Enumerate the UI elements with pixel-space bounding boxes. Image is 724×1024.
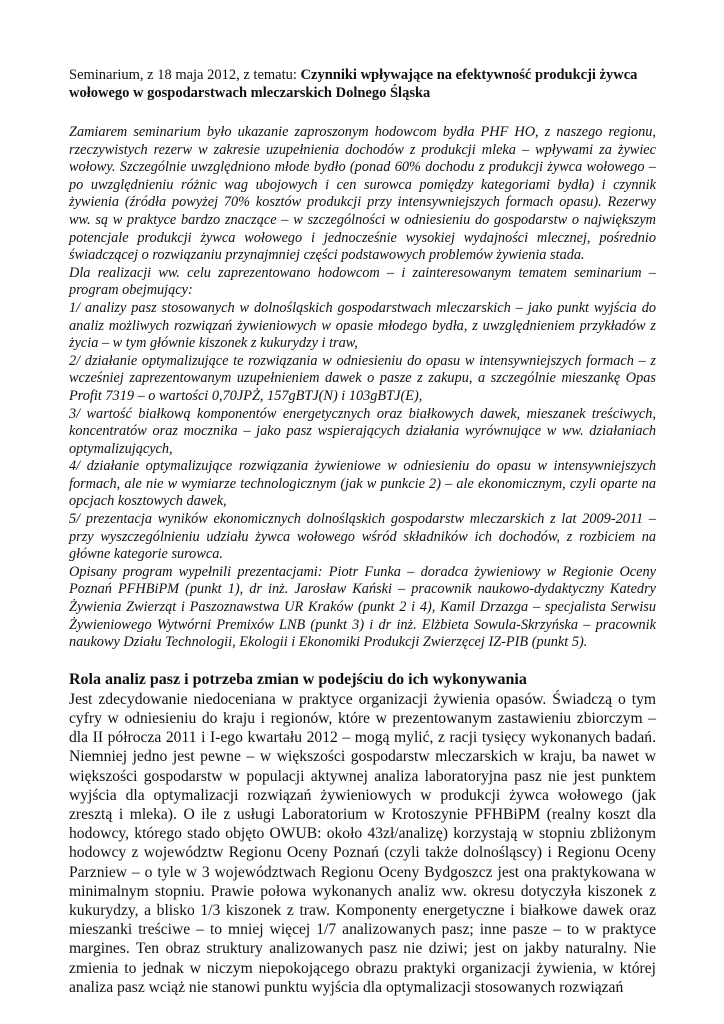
seminar-summary (69, 124, 656, 652)
summary-paragraph-presenters: Opisany program wypełnili prezentacjami: Piotr Funka – doradca żywieniowy w Regionie Oceny Poznań PFHBiPM (punkt 1), dr inż. Jarosław Kański – pracownik naukowo-dydaktyczny Katedry Żywienia Zwierząt i Paszoznawstwa UR Kraków (punkt 2 i 4), Kamil Drzazga – specjalista Serwisu Żywieniowego Wytwórni Premixów LNB (punkt 3) i dr inż. Elżbieta Sowula-Skrzyńska – pracownik naukowy Działu Technologii, Ekologii i Ekonomiki Produkcji Zwierzęcej IZ-PIB (punkt 5). (69, 563, 656, 651)
program-item-5: 5/ prezentacja wyników ekonomicznych dolnośląskich gospodarstw mleczarskich z lat 2009-2011 – przy wyszczególnieniu udziału żywca wołowego wśród składników ich dochodów, z rozbiciem na główne kategorie surowca. (69, 511, 656, 563)
program-item-3: 3/ wartość białkową komponentów energetycznych oraz białkowych dawek, mieszanek treściwych, koncentratów oraz mocznika – jako pasz wspierających działania wyrównujące w ww. działaniach optymalizujących, (69, 405, 656, 457)
summary-paragraph-program: Dla realizacji ww. celu zaprezentowano hodowcom – i zainteresowanym tematem seminarium – program obejmujący: (69, 264, 656, 299)
program-item-4: 4/ działanie optymalizujące rozwiązania żywieniowe w odniesieniu do opasu w intensywniejszych formach, ale nie w wymiarze technologicznym (jak w punkcie 2) – ale ekonomicznym, czyli oparte na opcjach kosztowych dawek, (69, 458, 656, 510)
section-body: Jest zdecydowanie niedoceniana w praktyce organizacji żywienia opasów. Świadczą o tym cyfry w odniesieniu do kraju i regionów, które w prezentowanym zastawieniu zbiorczym – dla II półrocza 2011 i I-ego kwartału 2012 – mogą mylić, z racji tysięcy wykonanych badań. Niemniej jedno jest pewne – w większości gospodarstw mleczarskich w kraju, ba nawet w większości gospodarstw w populacji aktywnej analiza laboratoryjna pasz nie jest punktem wyjścia dla optymalizacji rozwiązań żywieniowych w produkcji żywca wołowego (jak zresztą i mleka). O ile z usługi Laboratorium w Krotoszynie PFHBiPM (realny koszt dla hodowcy, którego stado objęto OWUB: około 43zł/analizę) korzystają w stopniu zbliżonym hodowcy z województw Regionu Oceny Poznań (czyli także dolnośląscy) i Regionu Oceny Parzniew – o tyle w 3 województwach Regionu Oceny Bydgoszcz jest ona praktykowana w minimalnym stopniu. Prawie połowa wykonanych analiz ww. okresu dotyczyła kiszonek z kukurydzy, a blisko 1/3 kiszonek z traw. Komponenty energetyczne i białkowe dawek oraz mieszanki treściwe – to mniej więcej 1/7 analizowanych pasz; inne pasze – to w praktyce margines. Ten obraz struktury analizowanych pasz nie dziwi; jest on jakby naturalny. Nie zmienia to jednak w niczym niepokojącego obrazu praktyki organizacji żywienia, w której analiza pasz wciąż nie stanowi punktu wyjścia dla optymalizacji stosowanych rozwiązań (69, 690, 656, 996)
document-header (69, 66, 656, 102)
program-item-1: 1/ analizy pasz stosowanych w dolnośląskich gospodarstwach mleczarskich – jako punkt wyjścia do analiz możliwych rozwiązań żywieniowych w opasie młodego bydła, z uwzględnieniem przykładów z życia – w tym głównie kiszonek z kukurydzy i traw, (69, 299, 656, 352)
program-item-2: 2/ działanie optymalizujące te rozwiązania w odniesieniu do opasu w intensywniejszych formach – z wcześniej zaprezentowanym uzupełnieniem dawek o pasze z zakupu, a szczególnie mieszankę Opas Profit 7319 – o wartości 0,70JPŻ, 157gBTJ(N) i 103gBTJ(E), (69, 352, 656, 404)
seminar-topic: Czynniki wpływające na efektywność produkcji żywca wołowego w gospodarstwach mleczarskich Dolnego Śląska (69, 67, 638, 101)
section-title: Rola analiz pasz i potrzeba zmian w podejściu do ich wykonywania (69, 670, 527, 688)
summary-paragraph-aim: Zamiarem seminarium było ukazanie zaproszonym hodowcom bydła PHF HO, z naszego regionu, rzeczywistych rezerw w zakresie uzupełnienia dochodów z produkcji mleka – wpływami za żywiec wołowy. Szczególnie uwzględniono młode bydło (ponad 60% dochodu z produkcji żywca wołowego – po uwzględnieniu różnic wag ubojowych i cen surowca pomiędzy kategoriami bydła) i czynnik żywienia (źródła powyżej 70% kosztów produkcji przy intensywniejszych formach opasu). Rezerwy ww. są w praktyce bardzo znaczące – w szczególności w odniesieniu do gospodarstw o największym potencjale produkcji żywca wołowego i jednocześnie wysokiej wydajności mlecznej, pośrednio świadczącej o rozwiązaniu przynajmniej części podstawowych problemów żywienia stada. (69, 124, 656, 264)
header-prefix: Seminarium, z 18 maja 2012, z tematu: (69, 67, 301, 83)
